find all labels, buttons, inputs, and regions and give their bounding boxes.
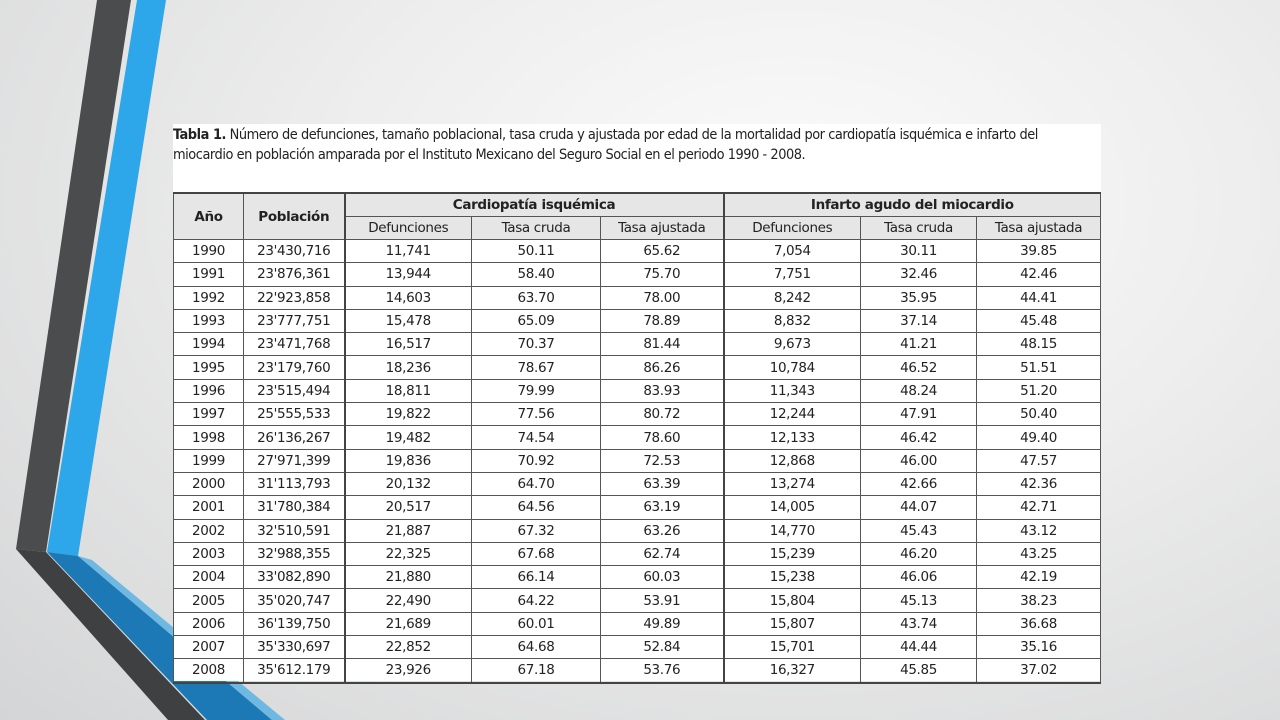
- cell-crude-rate: 44.44: [861, 636, 977, 659]
- table-row: [174, 659, 1101, 683]
- table-row: [174, 426, 1101, 449]
- header-deaths: Defunciones: [724, 217, 861, 240]
- cell-crude-rate: 64.70: [472, 472, 601, 495]
- cell-year: 1996: [174, 379, 244, 402]
- cell-adjusted-rate: 63.26: [601, 519, 724, 542]
- cell-crude-rate: 70.37: [472, 333, 601, 356]
- cell-adjusted-rate: 37.02: [977, 659, 1101, 683]
- table-row: [174, 566, 1101, 589]
- cell-crude-rate: 32.46: [861, 263, 977, 286]
- cell-crude-rate: 67.32: [472, 519, 601, 542]
- cell-crude-rate: 70.92: [472, 449, 601, 472]
- cell-deaths: 11,741: [345, 240, 472, 263]
- header-year: Año: [174, 193, 244, 240]
- cell-crude-rate: 64.22: [472, 589, 601, 612]
- mortality-table: [173, 192, 1101, 684]
- cell-adjusted-rate: 51.51: [977, 356, 1101, 379]
- cell-population: 23'430,716: [244, 240, 345, 263]
- cell-crude-rate: 67.18: [472, 659, 601, 683]
- table-row: [174, 240, 1101, 263]
- header-group-ischemic: Cardiopatía isquémica: [345, 193, 724, 217]
- cell-deaths: 14,603: [345, 286, 472, 309]
- header-crude-rate: Tasa cruda: [472, 217, 601, 240]
- cell-population: 32'510,591: [244, 519, 345, 542]
- cell-deaths: 15,478: [345, 309, 472, 332]
- cell-adjusted-rate: 43.12: [977, 519, 1101, 542]
- header-deaths: Defunciones: [345, 217, 472, 240]
- table-row: [174, 403, 1101, 426]
- cell-adjusted-rate: 83.93: [601, 379, 724, 402]
- cell-adjusted-rate: 35.16: [977, 636, 1101, 659]
- header-group-infarction: Infarto agudo del miocardio: [724, 193, 1101, 217]
- table-caption: [173, 125, 1099, 165]
- cell-crude-rate: 74.54: [472, 426, 601, 449]
- cell-adjusted-rate: 52.84: [601, 636, 724, 659]
- cell-deaths: 14,005: [724, 496, 861, 519]
- cell-crude-rate: 77.56: [472, 403, 601, 426]
- cell-adjusted-rate: 72.53: [601, 449, 724, 472]
- table-row: [174, 519, 1101, 542]
- cell-population: 35'330,697: [244, 636, 345, 659]
- cell-crude-rate: 63.70: [472, 286, 601, 309]
- cell-population: 22'923,858: [244, 286, 345, 309]
- cell-deaths: 11,343: [724, 379, 861, 402]
- cell-population: 36'139,750: [244, 612, 345, 635]
- cell-crude-rate: 44.07: [861, 496, 977, 519]
- cell-adjusted-rate: 49.40: [977, 426, 1101, 449]
- cell-deaths: 15,804: [724, 589, 861, 612]
- cell-deaths: 15,701: [724, 636, 861, 659]
- cell-crude-rate: 45.43: [861, 519, 977, 542]
- cell-adjusted-rate: 42.19: [977, 566, 1101, 589]
- cell-adjusted-rate: 86.26: [601, 356, 724, 379]
- cell-population: 33'082,890: [244, 566, 345, 589]
- cell-crude-rate: 45.85: [861, 659, 977, 683]
- cell-crude-rate: 41.21: [861, 333, 977, 356]
- cell-year: 2005: [174, 589, 244, 612]
- cell-population: 32'988,355: [244, 542, 345, 565]
- cell-deaths: 21,689: [345, 612, 472, 635]
- cell-population: 23'515,494: [244, 379, 345, 402]
- table-row: [174, 333, 1101, 356]
- cell-deaths: 20,517: [345, 496, 472, 519]
- header-crude-rate: Tasa cruda: [861, 217, 977, 240]
- cell-adjusted-rate: 44.41: [977, 286, 1101, 309]
- cell-population: 23'179,760: [244, 356, 345, 379]
- cell-deaths: 14,770: [724, 519, 861, 542]
- header-adjusted-rate: Tasa ajustada: [977, 217, 1101, 240]
- cell-adjusted-rate: 42.36: [977, 472, 1101, 495]
- cell-adjusted-rate: 63.19: [601, 496, 724, 519]
- cell-population: 23'471,768: [244, 333, 345, 356]
- cell-crude-rate: 65.09: [472, 309, 601, 332]
- cell-deaths: 12,133: [724, 426, 861, 449]
- cell-year: 2008: [174, 659, 244, 683]
- table-row: [174, 356, 1101, 379]
- cell-adjusted-rate: 47.57: [977, 449, 1101, 472]
- cell-crude-rate: 35.95: [861, 286, 977, 309]
- table-row: [174, 263, 1101, 286]
- header-adjusted-rate: Tasa ajustada: [601, 217, 724, 240]
- cell-crude-rate: 47.91: [861, 403, 977, 426]
- cell-adjusted-rate: 78.60: [601, 426, 724, 449]
- cell-adjusted-rate: 48.15: [977, 333, 1101, 356]
- cell-year: 1992: [174, 286, 244, 309]
- cell-deaths: 16,327: [724, 659, 861, 683]
- table-row: [174, 612, 1101, 635]
- cell-population: 23'777,751: [244, 309, 345, 332]
- cell-deaths: 22,325: [345, 542, 472, 565]
- cell-adjusted-rate: 42.71: [977, 496, 1101, 519]
- cell-crude-rate: 67.68: [472, 542, 601, 565]
- cell-population: 27'971,399: [244, 449, 345, 472]
- cell-crude-rate: 46.06: [861, 566, 977, 589]
- cell-crude-rate: 48.24: [861, 379, 977, 402]
- cell-adjusted-rate: 38.23: [977, 589, 1101, 612]
- table-row: [174, 472, 1101, 495]
- table-image: [173, 124, 1101, 681]
- cell-year: 1991: [174, 263, 244, 286]
- cell-crude-rate: 78.67: [472, 356, 601, 379]
- cell-year: 2001: [174, 496, 244, 519]
- cell-crude-rate: 64.68: [472, 636, 601, 659]
- cell-deaths: 23,926: [345, 659, 472, 683]
- cell-deaths: 21,887: [345, 519, 472, 542]
- cell-crude-rate: 64.56: [472, 496, 601, 519]
- cell-year: 1994: [174, 333, 244, 356]
- cell-crude-rate: 46.52: [861, 356, 977, 379]
- table-row: [174, 636, 1101, 659]
- header-population: Población: [244, 193, 345, 240]
- cell-year: 2000: [174, 472, 244, 495]
- cell-crude-rate: 30.11: [861, 240, 977, 263]
- cell-population: 25'555,533: [244, 403, 345, 426]
- cell-crude-rate: 79.99: [472, 379, 601, 402]
- cell-deaths: 8,832: [724, 309, 861, 332]
- cell-adjusted-rate: 78.89: [601, 309, 724, 332]
- table-row: [174, 449, 1101, 472]
- cell-year: 1990: [174, 240, 244, 263]
- cell-crude-rate: 42.66: [861, 472, 977, 495]
- cell-population: 31'780,384: [244, 496, 345, 519]
- table-row: [174, 496, 1101, 519]
- cell-year: 2003: [174, 542, 244, 565]
- cell-deaths: 12,244: [724, 403, 861, 426]
- cell-crude-rate: 60.01: [472, 612, 601, 635]
- cell-adjusted-rate: 50.40: [977, 403, 1101, 426]
- cell-adjusted-rate: 81.44: [601, 333, 724, 356]
- cell-adjusted-rate: 43.25: [977, 542, 1101, 565]
- cell-adjusted-rate: 42.46: [977, 263, 1101, 286]
- cell-population: 26'136,267: [244, 426, 345, 449]
- cell-deaths: 22,852: [345, 636, 472, 659]
- cell-year: 1997: [174, 403, 244, 426]
- cell-deaths: 13,274: [724, 472, 861, 495]
- cell-year: 2002: [174, 519, 244, 542]
- cell-year: 2006: [174, 612, 244, 635]
- cell-crude-rate: 46.00: [861, 449, 977, 472]
- cell-crude-rate: 45.13: [861, 589, 977, 612]
- cell-adjusted-rate: 62.74: [601, 542, 724, 565]
- cell-population: 35'020,747: [244, 589, 345, 612]
- caption-text: Número de defunciones, tamaño poblacional, tasa cruda y ajustada por edad de la mortalidad por cardiopatía isquémica e infarto del miocardio en población amparada por el Instituto Mexicano del Seguro Social en el periodo 1990 - 2008.: [173, 127, 1038, 163]
- cell-population: 23'876,361: [244, 263, 345, 286]
- cell-deaths: 22,490: [345, 589, 472, 612]
- cell-adjusted-rate: 78.00: [601, 286, 724, 309]
- cell-deaths: 15,239: [724, 542, 861, 565]
- cell-adjusted-rate: 51.20: [977, 379, 1101, 402]
- cell-deaths: 15,807: [724, 612, 861, 635]
- cell-year: 2004: [174, 566, 244, 589]
- cell-deaths: 10,784: [724, 356, 861, 379]
- cell-deaths: 21,880: [345, 566, 472, 589]
- cell-adjusted-rate: 53.76: [601, 659, 724, 683]
- cell-population: 35'612.179: [244, 659, 345, 683]
- table-row: [174, 309, 1101, 332]
- cell-adjusted-rate: 80.72: [601, 403, 724, 426]
- cell-deaths: 7,751: [724, 263, 861, 286]
- cell-deaths: 16,517: [345, 333, 472, 356]
- cell-crude-rate: 43.74: [861, 612, 977, 635]
- cell-deaths: 12,868: [724, 449, 861, 472]
- cell-year: 2007: [174, 636, 244, 659]
- cell-adjusted-rate: 36.68: [977, 612, 1101, 635]
- cell-year: 1999: [174, 449, 244, 472]
- table-body: [174, 240, 1101, 683]
- cell-year: 1995: [174, 356, 244, 379]
- cell-year: 1993: [174, 309, 244, 332]
- cell-crude-rate: 46.42: [861, 426, 977, 449]
- cell-crude-rate: 58.40: [472, 263, 601, 286]
- cell-deaths: 8,242: [724, 286, 861, 309]
- cell-deaths: 20,132: [345, 472, 472, 495]
- table-row: [174, 542, 1101, 565]
- cell-deaths: 19,482: [345, 426, 472, 449]
- cell-crude-rate: 37.14: [861, 309, 977, 332]
- cell-crude-rate: 66.14: [472, 566, 601, 589]
- cell-deaths: 18,811: [345, 379, 472, 402]
- cell-crude-rate: 50.11: [472, 240, 601, 263]
- table-row: [174, 286, 1101, 309]
- cell-adjusted-rate: 63.39: [601, 472, 724, 495]
- table-row: [174, 589, 1101, 612]
- cell-deaths: 18,236: [345, 356, 472, 379]
- cell-adjusted-rate: 39.85: [977, 240, 1101, 263]
- cell-crude-rate: 46.20: [861, 542, 977, 565]
- cell-deaths: 19,836: [345, 449, 472, 472]
- cell-deaths: 7,054: [724, 240, 861, 263]
- cell-adjusted-rate: 45.48: [977, 309, 1101, 332]
- cell-adjusted-rate: 60.03: [601, 566, 724, 589]
- cell-deaths: 15,238: [724, 566, 861, 589]
- cell-adjusted-rate: 75.70: [601, 263, 724, 286]
- cell-year: 1998: [174, 426, 244, 449]
- cell-deaths: 9,673: [724, 333, 861, 356]
- cell-adjusted-rate: 65.62: [601, 240, 724, 263]
- cell-adjusted-rate: 49.89: [601, 612, 724, 635]
- cell-population: 31'113,793: [244, 472, 345, 495]
- caption-label: Tabla 1.: [173, 127, 226, 143]
- cell-deaths: 19,822: [345, 403, 472, 426]
- cell-adjusted-rate: 53.91: [601, 589, 724, 612]
- cell-deaths: 13,944: [345, 263, 472, 286]
- table-row: [174, 379, 1101, 402]
